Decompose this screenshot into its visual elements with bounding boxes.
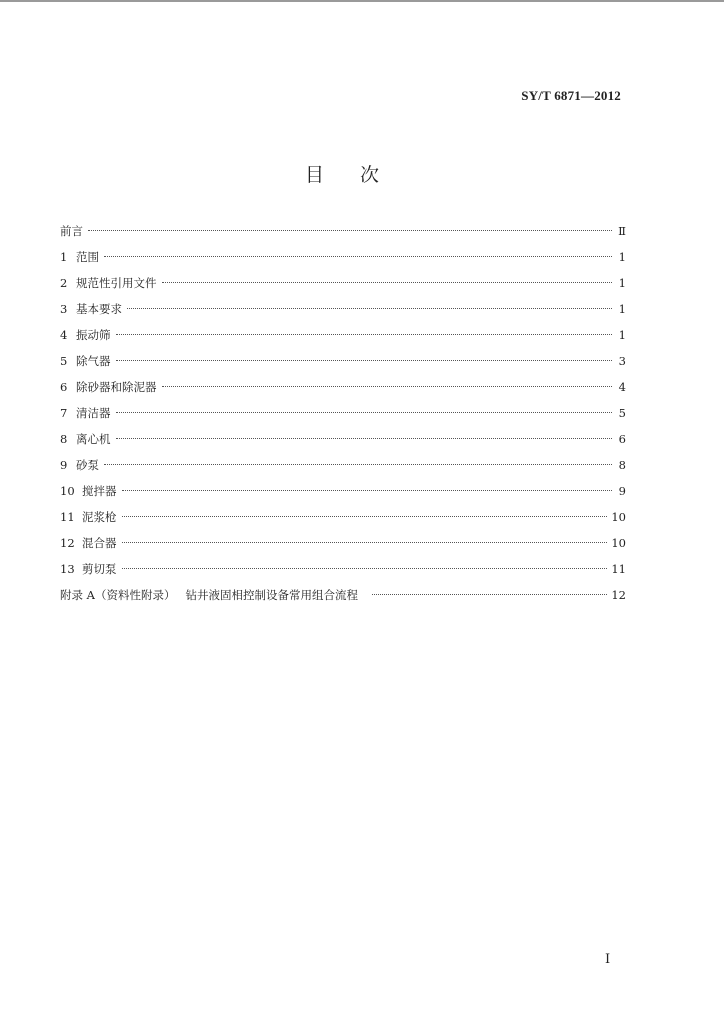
toc-entry-title: 除砂器和除泥器 [76,380,157,394]
toc-page-number: 3 [618,354,626,368]
toc-entry-foreword[interactable] [60,222,626,248]
toc-leader [122,490,613,491]
toc-entry-number: 12 [60,536,75,550]
toc-entry-title: 钻井液固相控制设备常用组合流程 [185,588,358,602]
toc-page-number: Ⅱ [618,224,626,238]
toc-leader [104,464,612,465]
toc-entry-title: 砂泵 [76,458,99,472]
toc-leader [116,438,613,439]
annex-label: 附录 A（资料性附录） [60,588,176,602]
top-border [0,0,724,2]
toc-entry-12[interactable] [60,534,626,560]
toc-entry-number: 5 [60,354,68,368]
toc-entry-number: 4 [60,328,68,342]
toc-entry-title: 剪切泵 [82,562,117,576]
toc-page-number: 6 [618,432,626,446]
toc-leader [127,308,612,309]
toc-leader [116,334,613,335]
toc-entry-number: 1 [60,250,68,264]
toc-entry-title: 混合器 [82,536,117,550]
toc-entry-title: 前言 [60,224,83,238]
toc-entry-title: 泥浆枪 [82,510,117,524]
toc-leader [162,282,613,283]
toc-entry-title: 除气器 [76,354,111,368]
toc-entry-title: 基本要求 [76,302,122,316]
toc-entry-number: 3 [60,302,68,316]
toc-page-number: 12 [611,588,626,602]
toc-entry-10[interactable] [60,482,626,508]
toc-entry-title: 振动筛 [76,328,111,342]
toc-page-number: 1 [618,276,626,290]
toc-leader [116,360,613,361]
toc-leader [116,412,613,413]
table-of-contents [60,222,626,612]
toc-page-number: 4 [618,380,626,394]
toc-entry-title: 规范性引用文件 [76,276,157,290]
toc-page-number: 8 [618,458,626,472]
standard-code: SY/T 6871—2012 [521,88,621,103]
toc-entry-number: 6 [60,380,68,394]
toc-leader [122,542,608,543]
toc-entry-title: 范围 [76,250,99,264]
toc-page-number: 1 [618,328,626,342]
toc-entry-title: 离心机 [76,432,111,446]
toc-entry-title: 搅拌器 [82,484,117,498]
toc-entry-3[interactable] [60,300,626,326]
toc-page-number: 11 [611,562,626,576]
toc-page-number: 9 [618,484,626,498]
toc-entry-4[interactable] [60,326,626,352]
toc-entry-annex-a[interactable] [60,586,626,612]
toc-entry-number: 2 [60,276,68,290]
toc-entry-number: 13 [60,562,75,576]
toc-entry-number: 8 [60,432,68,446]
toc-entry-number: 10 [60,484,75,498]
toc-entry-number: 11 [60,510,75,524]
toc-leader [104,256,612,257]
page-title: 目次 [304,164,415,186]
toc-page-number: 1 [618,250,626,264]
toc-entry-11[interactable] [60,508,626,534]
toc-leader [122,568,608,569]
toc-entry-7[interactable] [60,404,626,430]
toc-entry-2[interactable] [60,274,626,300]
toc-page-number: 10 [611,536,626,550]
toc-entry-9[interactable] [60,456,626,482]
toc-page-number: 5 [618,406,626,420]
toc-page-number: 1 [618,302,626,316]
toc-leader [88,230,612,231]
toc-entry-number: 7 [60,406,68,420]
toc-entry-8[interactable] [60,430,626,456]
toc-page-number: 10 [611,510,626,524]
toc-leader [372,594,607,595]
toc-entry-5[interactable] [60,352,626,378]
toc-entry-1[interactable] [60,248,626,274]
toc-leader [122,516,608,517]
toc-entry-title: 清洁器 [76,406,111,420]
footer-page-number: Ⅰ [605,952,611,967]
toc-entry-number: 9 [60,458,68,472]
toc-entry-13[interactable] [60,560,626,586]
toc-leader [162,386,613,387]
toc-entry-6[interactable] [60,378,626,404]
